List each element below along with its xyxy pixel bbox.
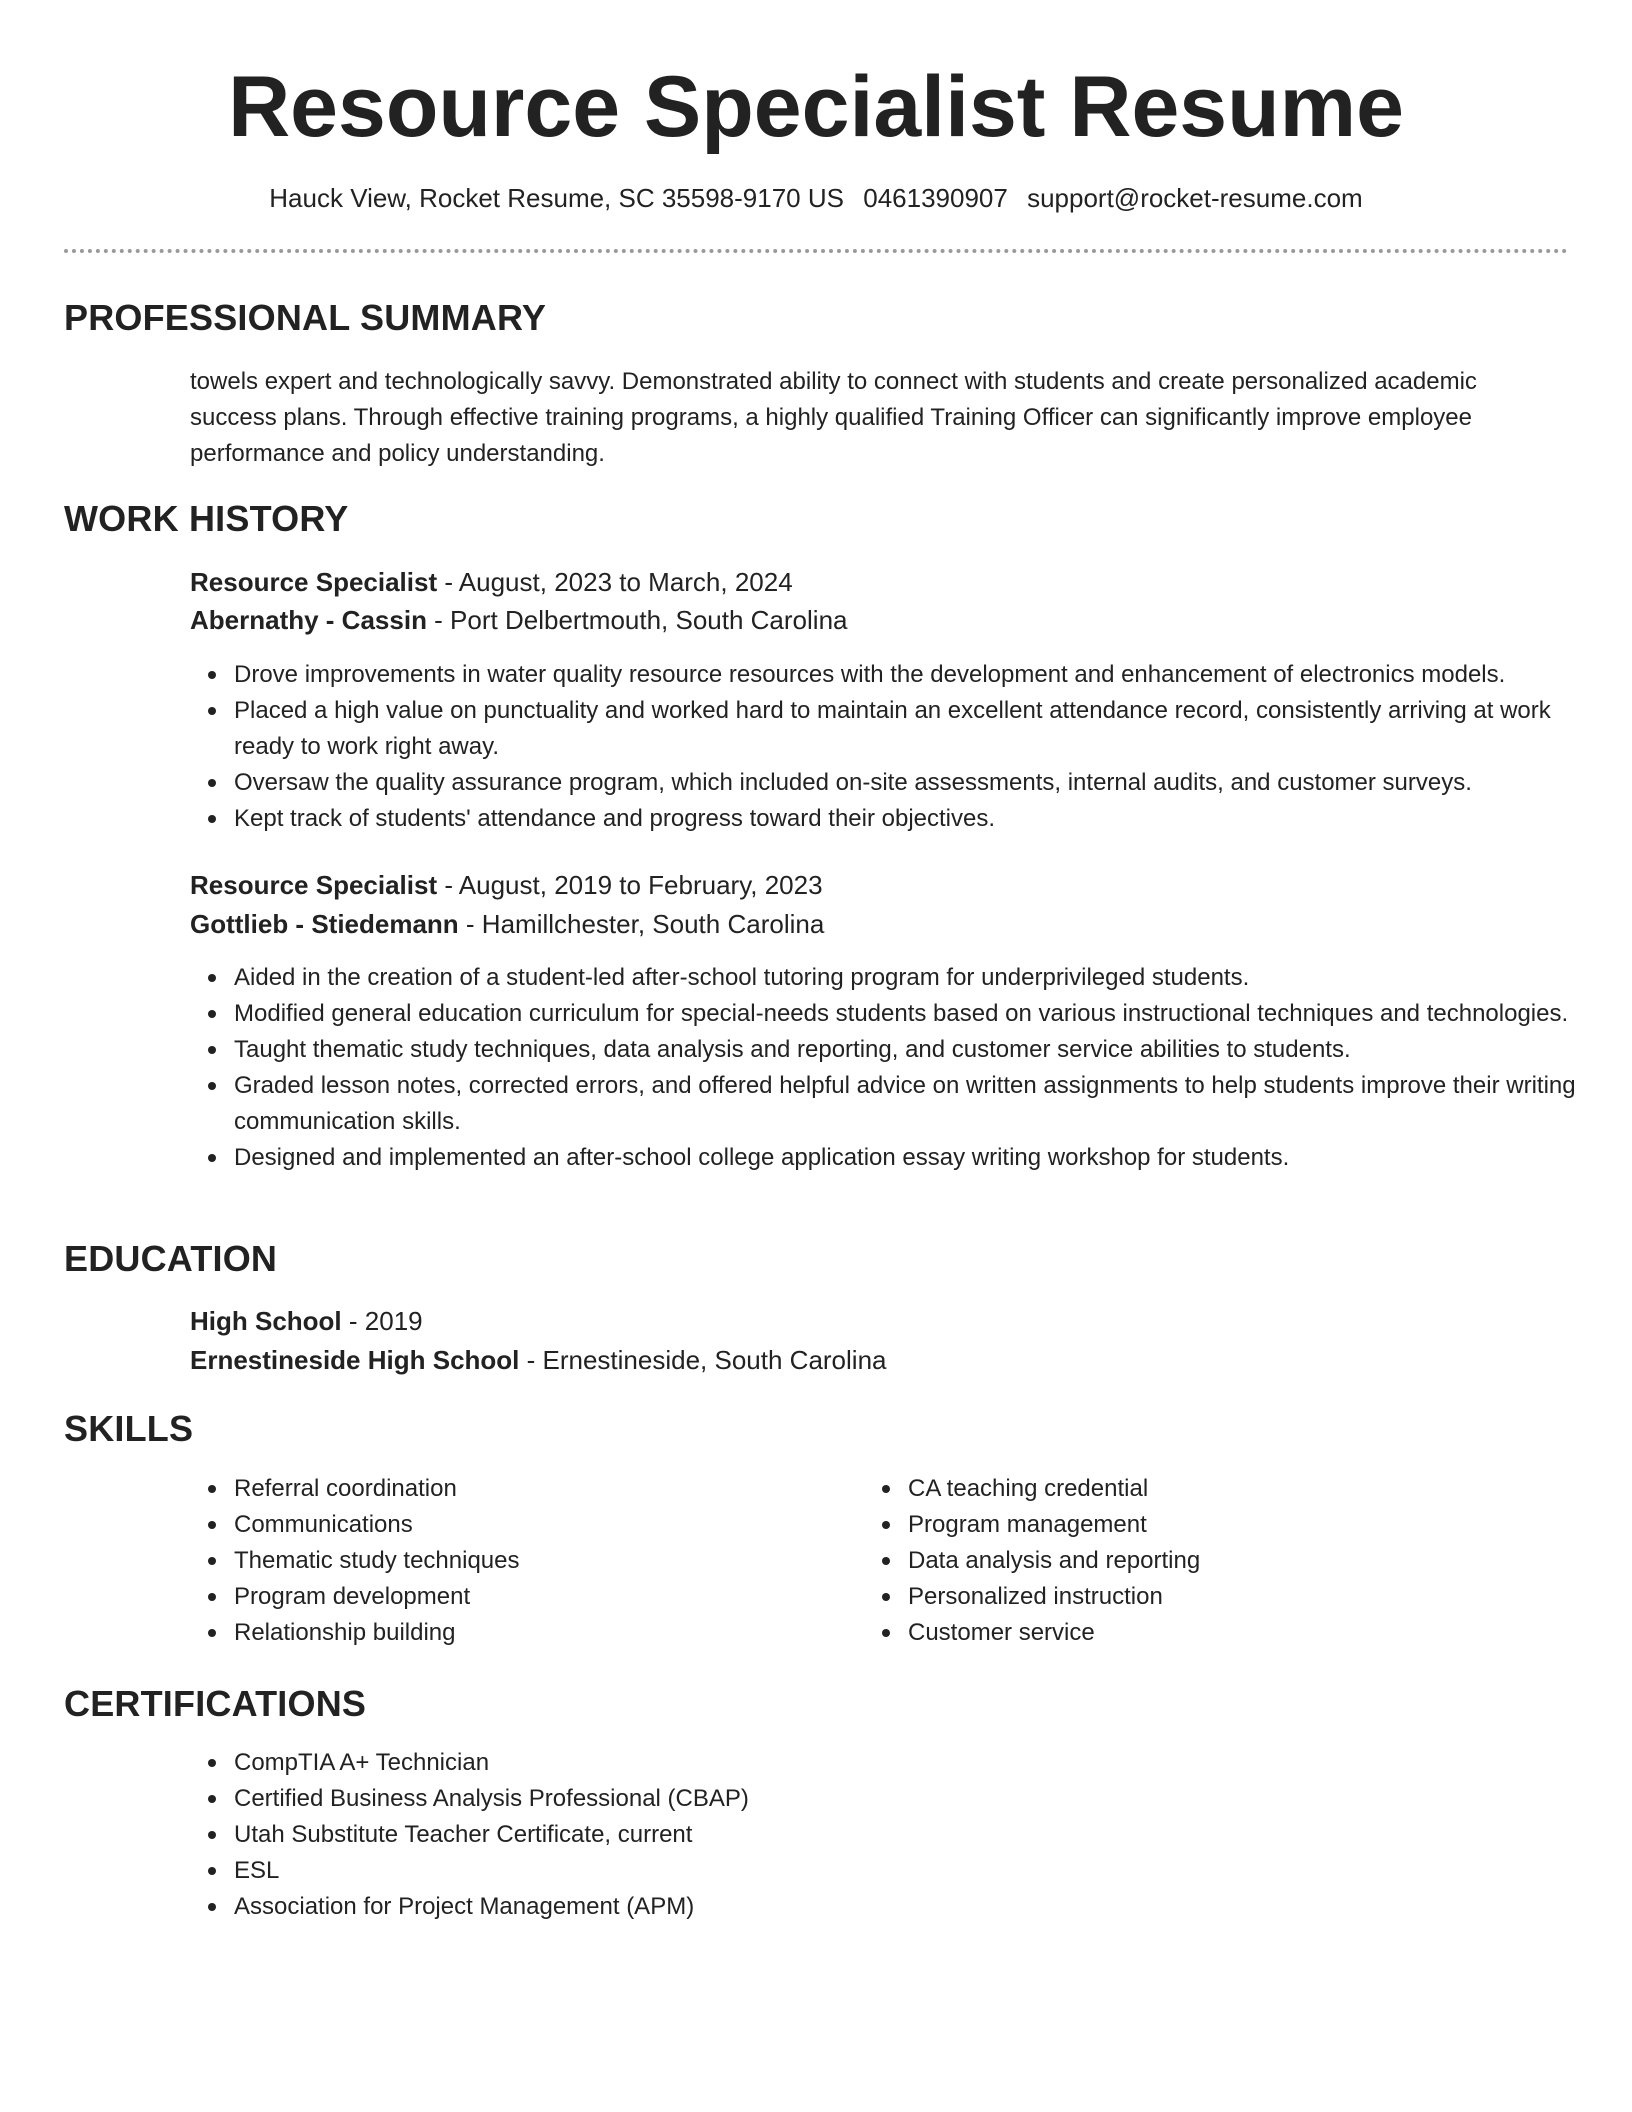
skills-list-left — [190, 1471, 874, 1651]
section-title-skills: SKILLS — [64, 1408, 194, 1449]
list-item: Placed a high value on punctuality and worked hard to maintain an excellent attendance record, consistently arriving at work ready to work right away. — [234, 693, 1614, 765]
job-2-company-line — [190, 905, 824, 943]
header-divider — [64, 249, 1568, 253]
contact-phone: 0461390907 — [863, 183, 1008, 213]
list-item: ESL — [234, 1853, 1614, 1889]
education-school: Ernestineside High School — [190, 1345, 520, 1375]
list-item: CA teaching credential — [908, 1471, 1548, 1507]
job-2-title-line — [190, 866, 823, 904]
certifications-list — [190, 1745, 1614, 1925]
contact-address: Hauck View, Rocket Resume, SC 35598-9170 US — [269, 183, 844, 213]
job-1-dates: - August, 2023 to March, 2024 — [437, 567, 793, 597]
section-title-certifications: CERTIFICATIONS — [64, 1683, 367, 1724]
job-1-company: Abernathy - Cassin — [190, 605, 427, 635]
job-1-title-line — [190, 563, 793, 601]
skills-list-right — [864, 1471, 1548, 1651]
section-title-summary: PROFESSIONAL SUMMARY — [64, 297, 547, 338]
job-1-position: Resource Specialist — [190, 567, 438, 597]
job-2-dates: - August, 2019 to February, 2023 — [437, 870, 823, 900]
education-school-line — [190, 1341, 887, 1379]
list-item: Modified general education curriculum for special-needs students based on various instructional techniques and technologies. — [234, 996, 1614, 1032]
list-item: Taught thematic study techniques, data analysis and reporting, and customer service abilities to students. — [234, 1032, 1614, 1068]
list-item: Utah Substitute Teacher Certificate, current — [234, 1817, 1614, 1853]
list-item: Association for Project Management (APM) — [234, 1889, 1614, 1925]
list-item: Program development — [234, 1579, 874, 1615]
education-year: - 2019 — [341, 1306, 423, 1336]
contact-email[interactable]: support@rocket-resume.com — [1027, 183, 1363, 213]
list-item: Oversaw the quality assurance program, which included on-site assessments, internal audits, and customer surveys. — [234, 765, 1614, 801]
list-item: Aided in the creation of a student-led after-school tutoring program for underprivileged students. — [234, 960, 1614, 996]
list-item: Relationship building — [234, 1615, 874, 1651]
list-item: Graded lesson notes, corrected errors, and offered helpful advice on written assignments to help students improve their writing communication skills. — [234, 1068, 1614, 1140]
list-item: Thematic study techniques — [234, 1543, 874, 1579]
job-2-company: Gottlieb - Stiedemann — [190, 909, 459, 939]
education-degree: High School — [190, 1306, 342, 1336]
job-1-company-line — [190, 601, 848, 639]
job-2-position: Resource Specialist — [190, 870, 438, 900]
list-item: Program management — [908, 1507, 1548, 1543]
job-1-bullets — [190, 657, 1614, 837]
job-2-bullets — [190, 960, 1614, 1176]
list-item: Data analysis and reporting — [908, 1543, 1548, 1579]
section-title-work-history: WORK HISTORY — [64, 498, 349, 539]
list-item: Customer service — [908, 1615, 1548, 1651]
summary-text: towels expert and technologically savvy. Demonstrated ability to connect with students and create personalized academic success plans. Through effective training programs, a highly qualified Training Officer can significantly improve employee performance and policy understanding. — [190, 368, 1477, 467]
list-item: CompTIA A+ Technician — [234, 1745, 1614, 1781]
list-item: Communications — [234, 1507, 874, 1543]
education-degree-line — [190, 1302, 423, 1340]
job-2-location: - Hamillchester, South Carolina — [458, 909, 825, 939]
job-1-location: - Port Delbertmouth, South Carolina — [426, 605, 848, 635]
education-location: - Ernestineside, South Carolina — [519, 1345, 887, 1375]
section-title-education: EDUCATION — [64, 1238, 278, 1279]
list-item: Certified Business Analysis Professional (CBAP) — [234, 1781, 1614, 1817]
list-item: Designed and implemented an after-school college application essay writing workshop for students. — [234, 1140, 1614, 1176]
list-item: Referral coordination — [234, 1471, 874, 1507]
contact-line — [0, 178, 1632, 218]
list-item: Personalized instruction — [908, 1579, 1548, 1615]
list-item: Kept track of students' attendance and progress toward their objectives. — [234, 801, 1614, 837]
resume-title: Resource Specialist Resume — [228, 59, 1404, 155]
list-item: Drove improvements in water quality resource resources with the development and enhancement of electronics models. — [234, 657, 1614, 693]
